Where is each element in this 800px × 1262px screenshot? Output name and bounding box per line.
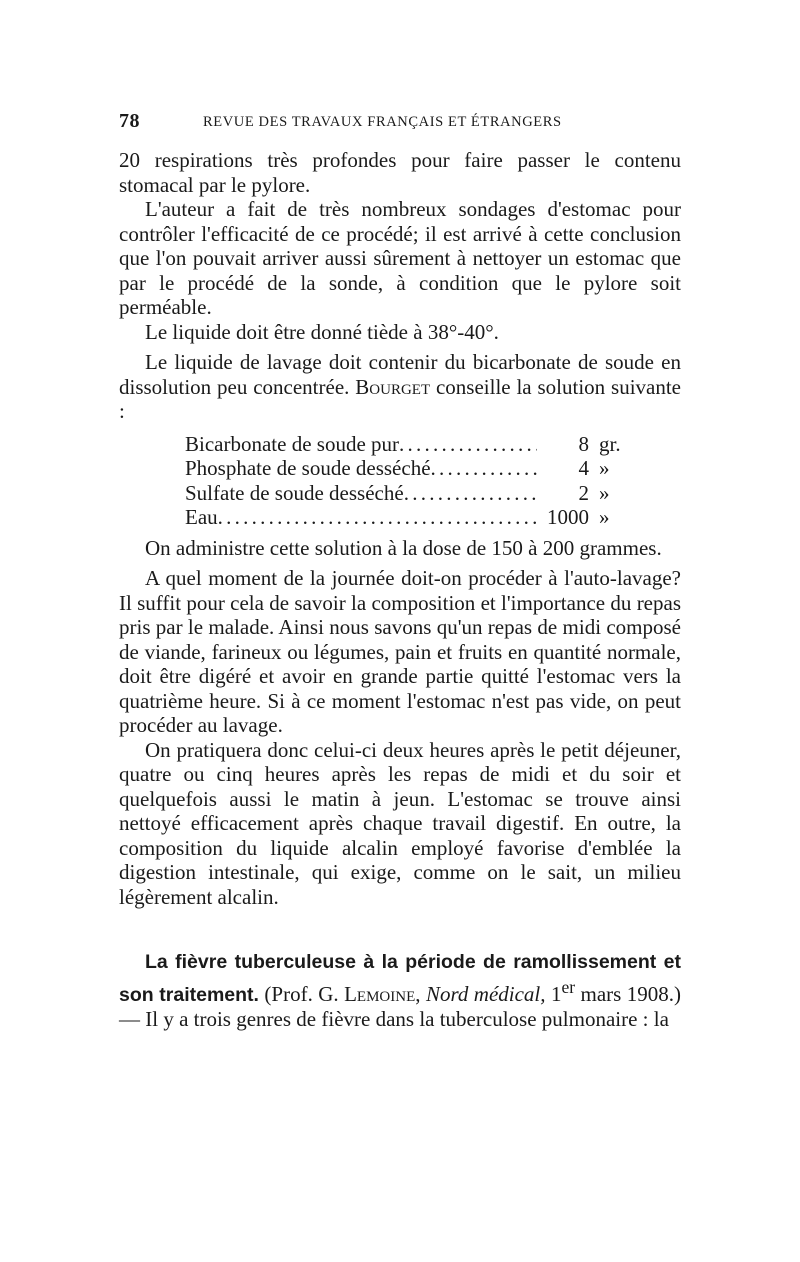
ingredient-qty: 2	[578, 480, 589, 505]
recipe-table	[185, 432, 641, 530]
recipe-row	[185, 456, 641, 481]
recipe-row	[185, 432, 641, 457]
author-bourget: Bourget	[355, 374, 431, 399]
paragraph-3: Le liquide doit être donné tiède à 38°-40°.	[145, 319, 499, 344]
section-heading-paragraph: La fièvre tuberculeuse à la période de ramollissement et son traitement. (Prof. G. Lemoine, Nord médical, 1er mars 1908.) — Il y a trois genres de fièvre dans la tuberculose pulmonaire : la	[119, 951, 681, 1031]
ingredient-qty: 8	[578, 431, 589, 456]
paragraph-4-text-a: Le liquide de lavage doit contenir du bicarbonate de soude en dissolution peu concentrée.	[119, 350, 681, 399]
paragraph-4-text-b: conseille la solution suivante :	[119, 374, 681, 423]
ingredient-name: Phosphate de soude desséché	[185, 456, 431, 480]
paragraph-1: 20 respirations très profondes pour faire passer le contenu stomacal par le pylore.	[119, 148, 681, 197]
ingredient-name: Eau	[185, 505, 218, 529]
section-title: La fièvre tuberculeuse à la période de ramollissement et son traitement.	[119, 951, 681, 1006]
ingredient-unit: »	[599, 456, 610, 480]
paragraph-4	[119, 350, 681, 424]
ingredient-unit: »	[599, 505, 610, 529]
article-body	[119, 148, 681, 1032]
paragraph-7: On pratiquera donc celui-ci deux heures après le petit déjeuner, quatre ou cinq heures après les repas de midi et du soir et quelquefois aussi le matin à jeun. L'estomac se trouve ainsi nettoyé efficacement après chaque travail digestif. En outre, la composition du liquide alcalin employé favorise d'emblée la digestion intestinale, qui exige, comme on le sait, un milieu légèrement alcalin.	[119, 737, 681, 909]
reference-date-sup: er	[561, 976, 576, 997]
leader-dots	[218, 505, 537, 530]
ingredient-unit: gr.	[599, 431, 621, 456]
reference-date-rest: mars 1908.) —	[119, 981, 681, 1031]
ingredient-qty: 1000	[547, 505, 589, 529]
leader-dots	[404, 481, 537, 506]
page-number: 78	[119, 110, 140, 132]
reference-journal: Nord médical,	[425, 981, 546, 1006]
ingredient-name: Bicarbonate de soude pur	[185, 431, 400, 456]
leader-dots	[399, 432, 537, 457]
ingredient-name: Sulfate de soude desséché	[185, 480, 404, 505]
paragraph-6: A quel moment de la journée doit-on procéder à l'auto-lavage? Il suffit pour cela de savoir la composition et l'importance du repas pris par le malade. Ainsi nous savons qu'un repas de midi composé de viande, farineux ou légumes, pain et fruits en quantité normale, doit être digéré et avoir en grande partie quitté l'estomac vers la quatrième heure. Si à ce moment l'estomac n'est pas vide, on peut procéder au lavage.	[119, 566, 681, 737]
reference-open: (Prof. G.	[264, 981, 339, 1006]
reference-author: Lemoine	[344, 981, 416, 1006]
running-header	[119, 110, 681, 136]
page	[119, 110, 681, 1032]
recipe-row	[185, 481, 641, 506]
reference-date-num: 1	[550, 981, 562, 1006]
paragraph-2: L'auteur a fait de très nombreux sondages d'estomac pour contrôler l'efficacité de ce procédé; il est arrivé à cette conclusion que l'on pouvait arriver aussi sûrement à nettoyer un estomac que par le procédé de la sonde, à condition que le pylore soit perméable.	[119, 197, 681, 319]
running-title: REVUE DES TRAVAUX FRANÇAIS ET ÉTRANGERS	[203, 114, 562, 130]
ingredient-qty: 4	[578, 456, 589, 480]
leader-dots	[431, 456, 537, 481]
paragraph-5: On administre cette solution à la dose de 150 à 200 grammes.	[145, 535, 662, 560]
ingredient-unit: »	[599, 480, 610, 505]
recipe-row	[185, 505, 641, 530]
section-text: Il y a trois genres de fièvre dans la tuberculose pulmonaire : la	[145, 1007, 669, 1031]
